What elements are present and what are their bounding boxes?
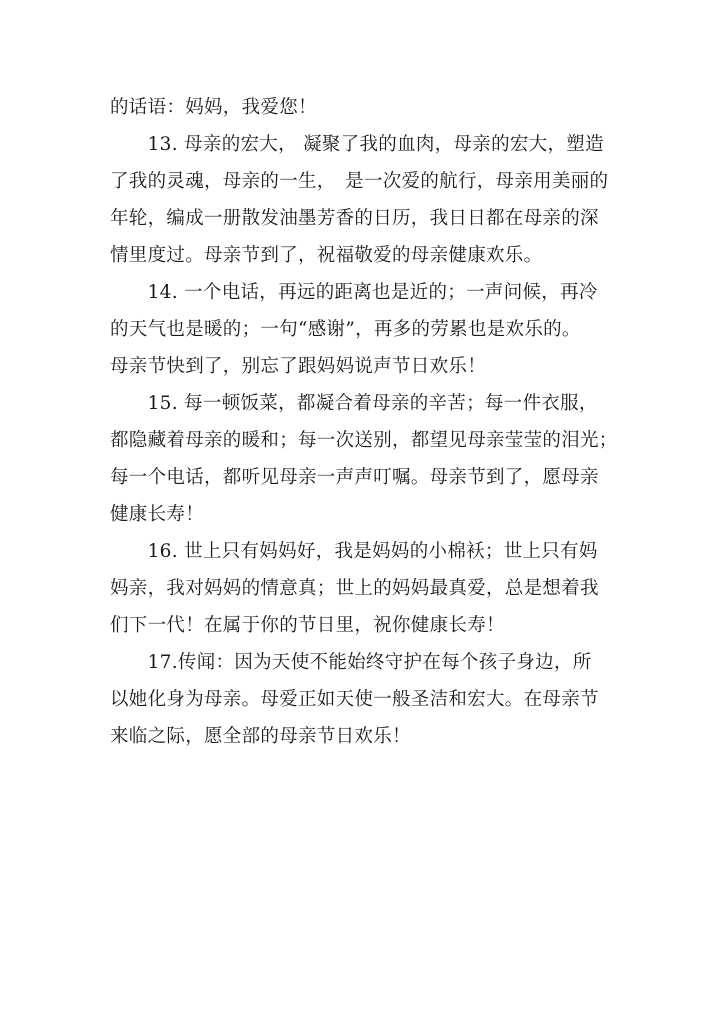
text-line: 15. 每一顿饭菜，都凝合着母亲的辛苦；每一件衣服， bbox=[110, 393, 598, 414]
text-line: 年轮，编成一册散发油墨芳香的日历，我日日都在母亲的深 bbox=[110, 208, 599, 229]
text-line: 妈亲，我对妈妈的情意真；世上的妈妈最真爱，总是想着我 bbox=[110, 578, 599, 599]
text-line: 16. 世上只有妈妈好，我是妈妈的小棉袄；世上只有妈 bbox=[110, 541, 598, 562]
document-body bbox=[110, 89, 618, 755]
text-line: 健康长寿！ bbox=[110, 504, 205, 525]
text-line: 们下一代！在属于你的节日里，祝你健康长寿！ bbox=[110, 615, 505, 636]
text-line: 的天气也是暖的；一句“感谢”，再多的劳累也是欢乐的。 bbox=[110, 319, 581, 340]
text-line: 的话语：妈妈，我爱您！ bbox=[110, 97, 317, 118]
text-line: 以她化身为母亲。母爱正如天使一般圣洁和宏大。在母亲节 bbox=[110, 689, 599, 710]
text-line: 13. 母亲的宏大， 凝聚了我的血肉，母亲的宏大，塑造 bbox=[110, 134, 604, 155]
text-line: 每一个电话，都听见母亲一声声叮嘱。母亲节到了，愿母亲 bbox=[110, 467, 599, 488]
text-line: 17.传闻：因为天使不能始终守护在每个孩子身边，所 bbox=[110, 652, 592, 673]
text-line: 情里度过。母亲节到了，祝福敬爱的母亲健康欢乐。 bbox=[110, 245, 543, 266]
text-line: 来临之际，愿全部的母亲节日欢乐！ bbox=[110, 726, 411, 747]
text-line: 母亲节快到了，别忘了跟妈妈说声节日欢乐！ bbox=[110, 356, 487, 377]
text-line: 14. 一个电话，再远的距离也是近的；一声问候，再冷 bbox=[110, 282, 598, 303]
text-line: 了我的灵魂，母亲的一生， 是一次爱的航行，母亲用美丽的 bbox=[110, 171, 609, 192]
text-line: 都隐藏着母亲的暖和；每一次送别，都望见母亲莹莹的泪光； bbox=[110, 430, 618, 451]
